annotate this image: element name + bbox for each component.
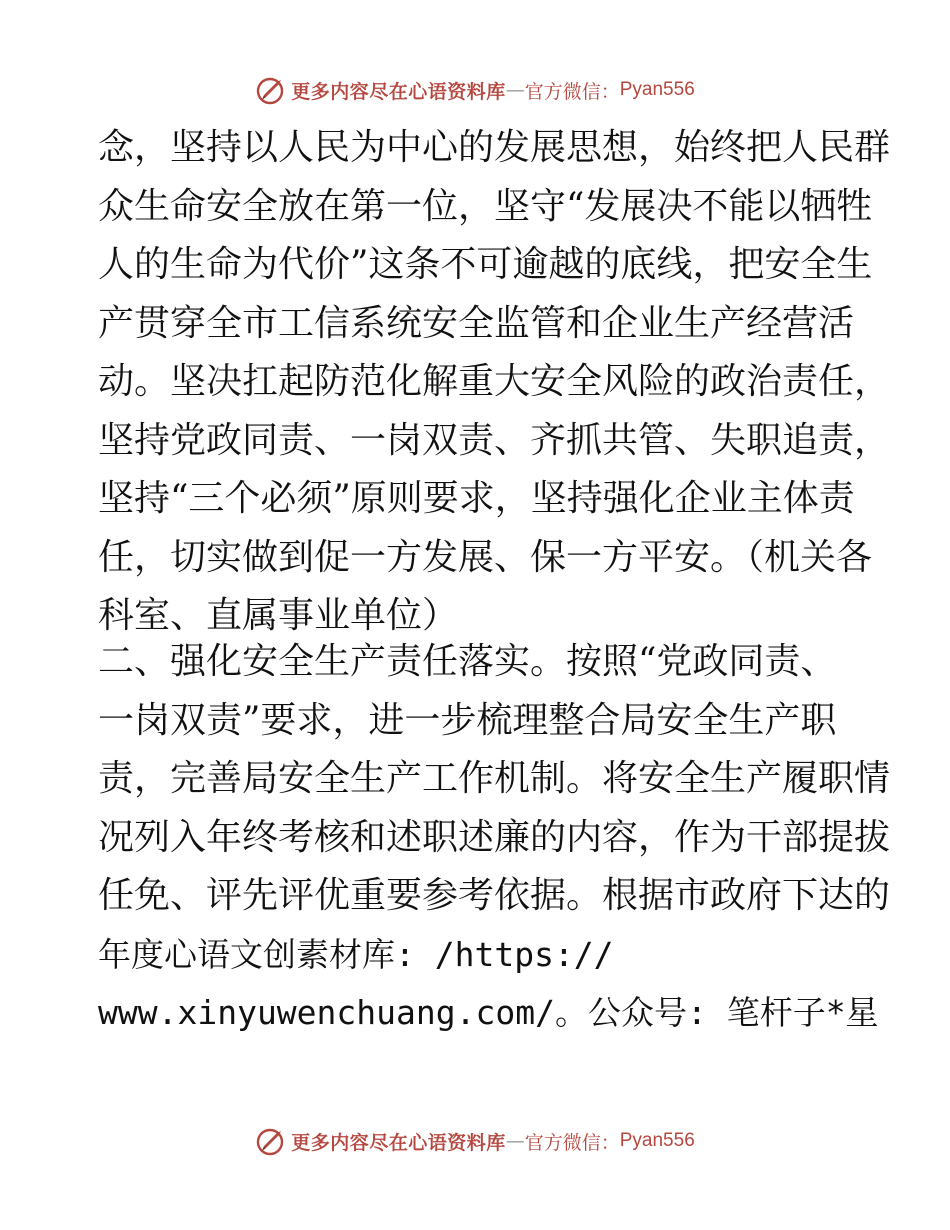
paragraph-section-two — [98, 633, 891, 1043]
banner-wechat-id: Pyan556 — [619, 79, 695, 100]
banner-site-name: 更多内容尽在心语资料库 — [291, 80, 506, 103]
text-line-url: 年度心语文创素材库: /https:// — [98, 934, 614, 974]
banner-wechat-id: Pyan556 — [619, 1130, 695, 1151]
text-line: 二、强化安全生产责任落实。按照“党政同责、 — [98, 641, 837, 682]
text-line: 任免、评先评优重要参考依据。根据市政府下达的 — [98, 875, 891, 916]
text-line-url: www.xinyuwenchuang.com/。公众号: 笔杆子*星 — [98, 993, 879, 1032]
text-line: 念，坚持以人民为中心的发展思想，始终把人民群 — [98, 127, 891, 168]
text-line: 坚持“三个必须”原则要求，坚持强化企业主体责 — [98, 478, 855, 519]
paragraph-continuation — [98, 119, 891, 646]
footer-banner — [0, 1124, 950, 1158]
pen-quill-logo-icon — [255, 74, 287, 106]
banner-separator: — — [505, 1130, 525, 1152]
text-line: 人的生命为代价”这条不可逾越的底线，把安全生 — [98, 244, 873, 285]
text-line: 产贯穿全市工信系统安全监管和企业生产经营活 — [98, 302, 855, 344]
text-line: 众生命安全放在第一位，坚守“发展决不能以牺牲 — [98, 185, 873, 227]
banner-wechat-label: 官方微信： — [524, 80, 620, 103]
text-line: 况列入年终考核和述职述廉的内容，作为干部提拔 — [98, 816, 891, 858]
pen-quill-logo-icon — [255, 1125, 287, 1157]
banner-separator: — — [505, 79, 525, 101]
text-line: 科室、直属事业单位） — [98, 595, 459, 636]
text-line: 动。坚决扛起防范化解重大安全风险的政治责任， — [98, 361, 891, 402]
text-line: 责，完善局安全生产工作机制。将安全生产履职情 — [98, 758, 891, 799]
text-line: 任，切实做到促一方发展、保一方平安。（机关各 — [98, 536, 873, 578]
text-line: 一岗双责”要求，进一步梳理整合局安全生产职 — [98, 699, 837, 741]
banner-wechat-label: 官方微信： — [524, 1131, 620, 1154]
text-line: 坚持党政同责、一岗双责、齐抓共管、失职追责， — [98, 419, 891, 461]
banner-site-name: 更多内容尽在心语资料库 — [291, 1131, 506, 1154]
header-banner — [0, 73, 950, 107]
